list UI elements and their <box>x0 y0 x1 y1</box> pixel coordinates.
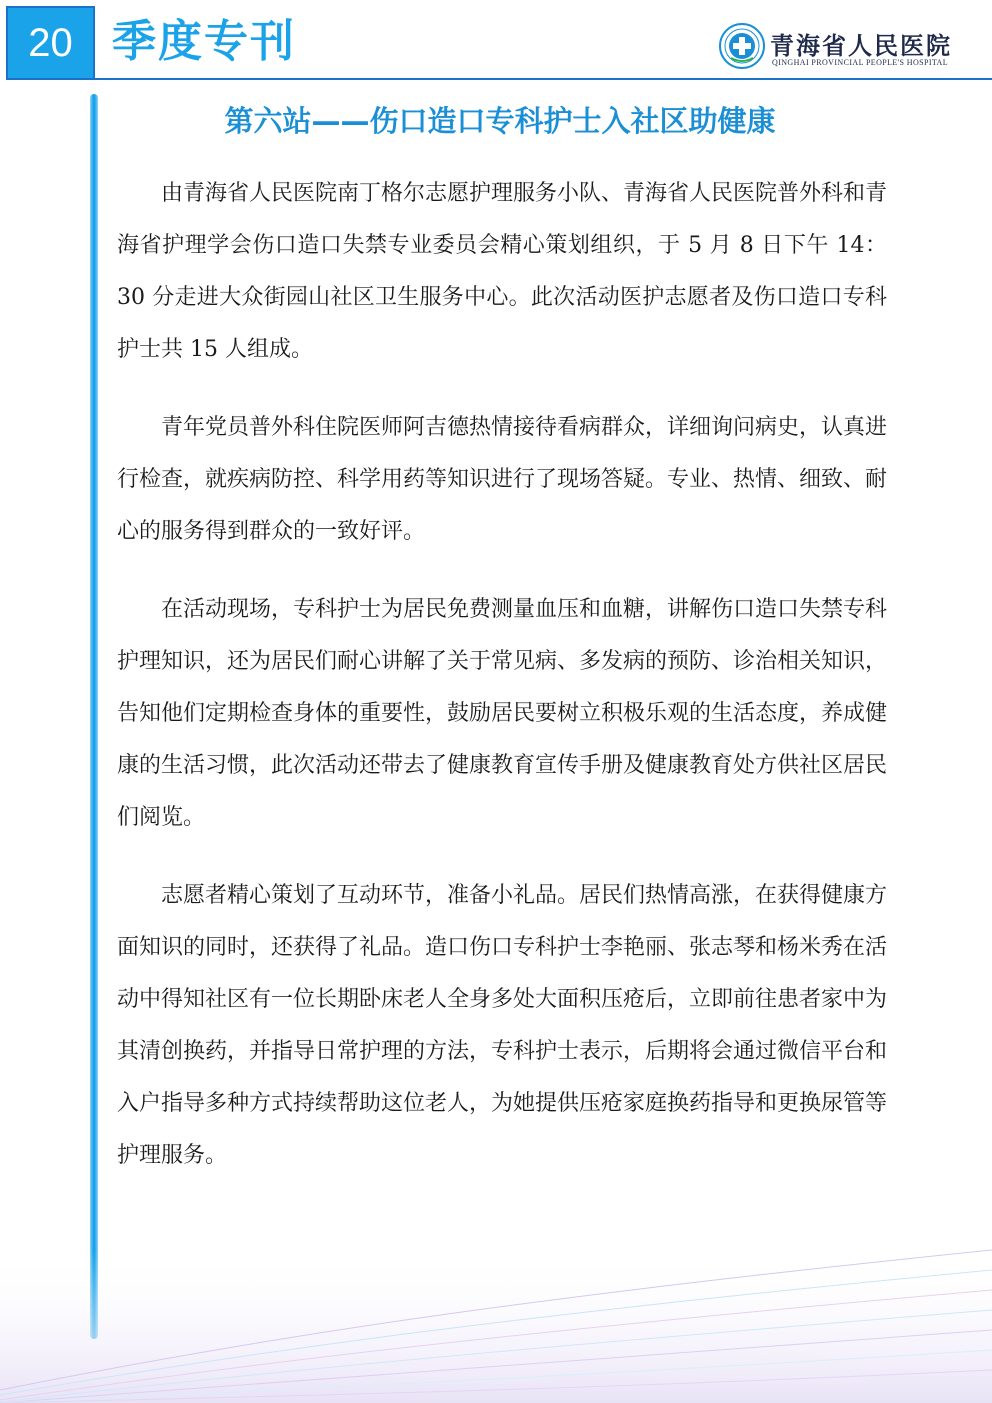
hospital-logo <box>718 22 952 72</box>
hospital-name-cn: 青海省人民医院 <box>770 31 952 60</box>
paragraph: 在活动现场，专科护士为居民免费测量血压和血糖，讲解伤口造口失禁专科护理知识，还为居民们耐心讲解了关于常见病、多发病的预防、诊治相关知识，告知他们定期检查身体的重要性，鼓励居民要树立积极乐观的生活态度，养成健康的生活习惯，此次活动还带去了健康教育宣传手册及健康教育处方供社区居民们阅览。 <box>117 597 888 830</box>
paragraph: 志愿者精心策划了互动环节，准备小礼品。居民们热情高涨，在获得健康方面知识的同时，还获得了礼品。造口伤口专科护士李艳丽、张志琴和杨米秀在活动中得知社区有一位长期卧床老人全身多处大面积压疮后，立即前往患者家中为其清创换药，并指导日常护理的方法，专科护士表示，后期将会通过微信平台和入户指导多种方式持续帮助这位老人，为她提供压疮家庭换药指导和更换尿管等护理服务。 <box>117 883 888 1168</box>
paragraph: 青年党员普外科住院医师阿吉德热情接待看病群众，详细询问病史，认真进行检查，就疾病防控、科学用药等知识进行了现场答疑。专业、热情、细致、耐心的服务得到群众的一致好评。 <box>117 415 888 544</box>
page-header <box>0 0 992 80</box>
hospital-emblem-icon <box>718 22 766 70</box>
bottom-wave-decoration <box>0 1190 992 1403</box>
article-body <box>117 168 887 1208</box>
header-divider <box>95 78 992 80</box>
hospital-name-en: QINGHAI PROVINCIAL PEOPLE'S HOSPITAL <box>772 58 949 67</box>
publication-title: 季度专刊 <box>112 16 296 67</box>
paragraph: 由青海省人民医院南丁格尔志愿护理服务小队、青海省人民医院普外科和青海省护理学会伤口造口失禁专业委员会精心策划组织，于 5 月 8 日下午 14：30 分走进大众街园山社区卫生服务中心。此次活动医护志愿者及伤口造口专科护士共 15 人组成。 <box>117 181 888 362</box>
article-title: 第六站——伤口造口专科护士入社区助健康 <box>224 104 776 138</box>
page-number: 20 <box>6 6 95 80</box>
left-decorative-bar <box>90 94 98 1339</box>
